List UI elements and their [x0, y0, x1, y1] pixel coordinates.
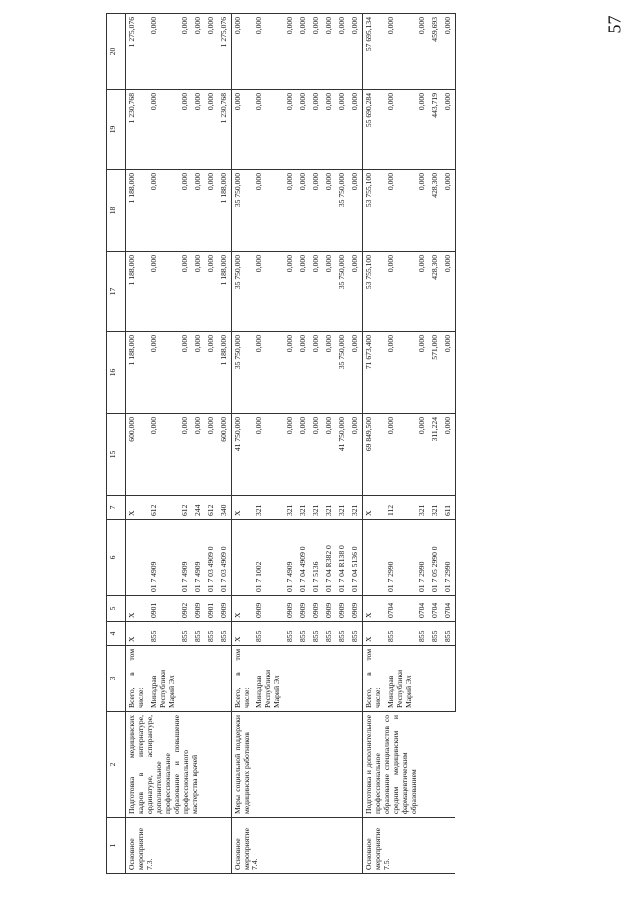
- executor: [429, 646, 442, 712]
- cell-c15: 600,000: [126, 414, 148, 496]
- cell-c6: [231, 520, 253, 596]
- table-row: [126, 14, 148, 874]
- cell-c4: 855: [442, 622, 455, 646]
- header-col-6: 6: [107, 520, 126, 596]
- cell-c17: 0,000: [323, 252, 336, 332]
- cell-c16: 0,000: [323, 332, 336, 414]
- cell-c20: 0,000: [284, 14, 297, 90]
- executor: Минздрав Республики Марий Эл: [385, 646, 416, 712]
- cell-c6: 01 7 04 R382 0: [323, 520, 336, 596]
- cell-c5: 0704: [385, 596, 416, 622]
- cell-c4: 855: [253, 622, 284, 646]
- cell-c20: 0,000: [148, 14, 179, 90]
- cell-c5: 0909: [297, 596, 310, 622]
- cell-c6: 01 7 2990: [416, 520, 429, 596]
- table-body: [126, 14, 456, 874]
- cell-c5: 0909: [310, 596, 323, 622]
- cell-c6: 01 7 4909: [192, 520, 205, 596]
- cell-c20: 0,000: [253, 14, 284, 90]
- cell-c18: 0,000: [179, 170, 192, 252]
- cell-c20: 0,000: [231, 14, 253, 90]
- cell-c19: 0,000: [179, 90, 192, 170]
- cell-c7: 112: [385, 496, 416, 520]
- cell-c19: 443,719: [429, 90, 442, 170]
- cell-c18: 0,000: [148, 170, 179, 252]
- executor: Всего, в том числе:: [231, 646, 253, 712]
- cell-c6: 01 7 04 4909 0: [297, 520, 310, 596]
- measure-number: Основное мероприятие 7.5.: [363, 818, 456, 874]
- cell-c17: 0,000: [192, 252, 205, 332]
- cell-c4: Х: [126, 622, 148, 646]
- cell-c18: 0,000: [442, 170, 455, 252]
- cell-c7: 611: [442, 496, 455, 520]
- cell-c18: 428,300: [429, 170, 442, 252]
- cell-c6: 01 7 2990: [442, 520, 455, 596]
- cell-c19: 0,000: [349, 90, 362, 170]
- cell-c15: 311,224: [429, 414, 442, 496]
- cell-c16: 1 188,000: [126, 332, 148, 414]
- cell-c20: 0,000: [323, 14, 336, 90]
- cell-c17: 0,000: [310, 252, 323, 332]
- cell-c17: 0,000: [385, 252, 416, 332]
- cell-c17: 0,000: [284, 252, 297, 332]
- cell-c6: 01 7 03 4909 0: [205, 520, 218, 596]
- cell-c20: 0,000: [310, 14, 323, 90]
- cell-c18: 1 188,000: [218, 170, 231, 252]
- cell-c4: 855: [336, 622, 349, 646]
- cell-c16: 71 673,400: [363, 332, 385, 414]
- cell-c16: 0,000: [253, 332, 284, 414]
- cell-c6: 01 7 4909: [148, 520, 179, 596]
- executor: [442, 646, 455, 712]
- cell-c20: 0,000: [385, 14, 416, 90]
- cell-c5: 0909: [336, 596, 349, 622]
- header-col-7: 7: [107, 496, 126, 520]
- cell-c7: 321: [429, 496, 442, 520]
- cell-c18: 0,000: [310, 170, 323, 252]
- cell-c4: 855: [205, 622, 218, 646]
- cell-c16: 0,000: [442, 332, 455, 414]
- cell-c5: 0704: [416, 596, 429, 622]
- cell-c16: 0,000: [349, 332, 362, 414]
- cell-c7: 321: [349, 496, 362, 520]
- cell-c18: 1 188,000: [126, 170, 148, 252]
- cell-c5: 0909: [192, 596, 205, 622]
- cell-c16: 35 750,000: [336, 332, 349, 414]
- cell-c4: 855: [349, 622, 362, 646]
- cell-c19: 0,000: [284, 90, 297, 170]
- cell-c18: 0,000: [323, 170, 336, 252]
- executor: Всего, в том числе:: [126, 646, 148, 712]
- cell-c7: Х: [363, 496, 385, 520]
- cell-c20: 0,000: [192, 14, 205, 90]
- cell-c16: 1 188,000: [218, 332, 231, 414]
- cell-c16: 35 750,000: [231, 332, 253, 414]
- cell-c7: Х: [231, 496, 253, 520]
- cell-c4: Х: [363, 622, 385, 646]
- cell-c18: 0,000: [416, 170, 429, 252]
- cell-c7: 612: [148, 496, 179, 520]
- cell-c17: 1 188,000: [218, 252, 231, 332]
- header-col-1: 1: [107, 818, 126, 874]
- cell-c19: 0,000: [310, 90, 323, 170]
- cell-c4: 855: [192, 622, 205, 646]
- cell-c18: 35 750,000: [336, 170, 349, 252]
- cell-c15: 0,000: [284, 414, 297, 496]
- cell-c20: 459,693: [429, 14, 442, 90]
- cell-c6: [126, 520, 148, 596]
- cell-c20: 0,000: [205, 14, 218, 90]
- cell-c17: 428,300: [429, 252, 442, 332]
- cell-c7: 321: [323, 496, 336, 520]
- measure-name: Подготовка и дополнительное профессиональное образование специалистов со средним медицинским и фармацевтическим образованием: [363, 712, 456, 818]
- cell-c6: 01 7 04 R138 0: [336, 520, 349, 596]
- cell-c20: 0,000: [416, 14, 429, 90]
- cell-c18: 0,000: [205, 170, 218, 252]
- table-row: [231, 14, 253, 874]
- budget-table: [106, 13, 456, 874]
- cell-c15: 0,000: [349, 414, 362, 496]
- cell-c7: 321: [253, 496, 284, 520]
- cell-c15: 0,000: [148, 414, 179, 496]
- executor: [297, 646, 310, 712]
- cell-c16: 0,000: [416, 332, 429, 414]
- cell-c15: 0,000: [385, 414, 416, 496]
- header-col-17: 17: [107, 252, 126, 332]
- cell-c20: 0,000: [349, 14, 362, 90]
- cell-c17: 0,000: [179, 252, 192, 332]
- measure-number: Основное мероприятие 7.4.: [231, 818, 362, 874]
- cell-c20: 0,000: [297, 14, 310, 90]
- cell-c17: 0,000: [297, 252, 310, 332]
- cell-c15: 0,000: [442, 414, 455, 496]
- executor: Минздрав Республики Марий Эл: [148, 646, 179, 712]
- cell-c19: 0,000: [148, 90, 179, 170]
- cell-c5: 0704: [442, 596, 455, 622]
- executor: Всего, в том числе:: [363, 646, 385, 712]
- cell-c6: 01 7 03 4909 0: [218, 520, 231, 596]
- cell-c19: 0,000: [416, 90, 429, 170]
- cell-c15: 0,000: [416, 414, 429, 496]
- cell-c4: Х: [231, 622, 253, 646]
- cell-c4: 855: [310, 622, 323, 646]
- cell-c5: Х: [231, 596, 253, 622]
- cell-c6: 01 7 1002: [253, 520, 284, 596]
- cell-c19: 0,000: [231, 90, 253, 170]
- cell-c20: 1 275,076: [218, 14, 231, 90]
- cell-c20: 0,000: [442, 14, 455, 90]
- cell-c15: 0,000: [179, 414, 192, 496]
- cell-c18: 0,000: [297, 170, 310, 252]
- cell-c4: 855: [218, 622, 231, 646]
- cell-c17: 0,000: [442, 252, 455, 332]
- cell-c18: 35 750,000: [231, 170, 253, 252]
- cell-c7: 321: [336, 496, 349, 520]
- cell-c20: 1 275,076: [126, 14, 148, 90]
- cell-c5: 0909: [218, 596, 231, 622]
- cell-c5: 0901: [148, 596, 179, 622]
- cell-c5: Х: [126, 596, 148, 622]
- executor: [205, 646, 218, 712]
- cell-c16: 0,000: [385, 332, 416, 414]
- cell-c5: 0909: [323, 596, 336, 622]
- header-col-3: 3: [107, 646, 126, 712]
- cell-c20: 57 695,134: [363, 14, 385, 90]
- executor: [323, 646, 336, 712]
- cell-c18: 0,000: [253, 170, 284, 252]
- cell-c7: 321: [310, 496, 323, 520]
- cell-c15: 0,000: [323, 414, 336, 496]
- cell-c19: 0,000: [192, 90, 205, 170]
- cell-c16: 571,000: [429, 332, 442, 414]
- header-col-15: 15: [107, 414, 126, 496]
- executor: [336, 646, 349, 712]
- rotated-table-container: [106, 14, 604, 874]
- cell-c19: 1 230,768: [126, 90, 148, 170]
- cell-c17: 0,000: [205, 252, 218, 332]
- cell-c17: 0,000: [253, 252, 284, 332]
- cell-c15: 41 750,000: [336, 414, 349, 496]
- cell-c4: 855: [179, 622, 192, 646]
- cell-c4: 855: [148, 622, 179, 646]
- executor: [179, 646, 192, 712]
- cell-c7: 321: [297, 496, 310, 520]
- measure-name: Подготовка медицинских кадров в интернатуре, ординатуре, аспирантуре, дополнительное профессиональное образование и повышение профессионального мастерства врачей: [126, 712, 232, 818]
- cell-c7: 321: [416, 496, 429, 520]
- cell-c7: 321: [284, 496, 297, 520]
- executor: [310, 646, 323, 712]
- cell-c7: 612: [179, 496, 192, 520]
- cell-c15: 0,000: [297, 414, 310, 496]
- cell-c15: 0,000: [310, 414, 323, 496]
- cell-c19: 1 230,768: [218, 90, 231, 170]
- cell-c4: 855: [284, 622, 297, 646]
- cell-c6: 01 7 04 5136 0: [349, 520, 362, 596]
- cell-c20: 0,000: [336, 14, 349, 90]
- cell-c19: 0,000: [336, 90, 349, 170]
- cell-c4: 855: [416, 622, 429, 646]
- cell-c7: Х: [126, 496, 148, 520]
- cell-c18: 0,000: [284, 170, 297, 252]
- cell-c6: 01 7 2990: [385, 520, 416, 596]
- cell-c16: 0,000: [205, 332, 218, 414]
- cell-c5: 0901: [205, 596, 218, 622]
- header-col-2: 2: [107, 712, 126, 818]
- header-col-16: 16: [107, 332, 126, 414]
- executor: Минздрав Республики Марий Эл: [253, 646, 284, 712]
- header-col-20: 20: [107, 14, 126, 90]
- cell-c17: 0,000: [148, 252, 179, 332]
- cell-c5: 0902: [179, 596, 192, 622]
- cell-c17: 35 750,000: [231, 252, 253, 332]
- cell-c4: 855: [385, 622, 416, 646]
- executor: [218, 646, 231, 712]
- cell-c15: 0,000: [192, 414, 205, 496]
- cell-c7: 612: [205, 496, 218, 520]
- cell-c17: 35 750,000: [336, 252, 349, 332]
- cell-c19: 0,000: [297, 90, 310, 170]
- cell-c15: 0,000: [205, 414, 218, 496]
- cell-c6: 01 7 4909: [179, 520, 192, 596]
- cell-c16: 0,000: [148, 332, 179, 414]
- cell-c5: 0909: [349, 596, 362, 622]
- cell-c17: 0,000: [349, 252, 362, 332]
- executor: [416, 646, 429, 712]
- cell-c4: 855: [297, 622, 310, 646]
- header-col-18: 18: [107, 170, 126, 252]
- header-col-5: 5: [107, 596, 126, 622]
- cell-c16: 0,000: [284, 332, 297, 414]
- cell-c6: [363, 520, 385, 596]
- cell-c15: 69 849,500: [363, 414, 385, 496]
- cell-c6: 01 7 4909: [284, 520, 297, 596]
- header-col-4: 4: [107, 622, 126, 646]
- cell-c19: 55 690,284: [363, 90, 385, 170]
- cell-c18: 0,000: [385, 170, 416, 252]
- cell-c5: Х: [363, 596, 385, 622]
- cell-c15: 41 750,000: [231, 414, 253, 496]
- cell-c17: 53 755,100: [363, 252, 385, 332]
- executor: [192, 646, 205, 712]
- page-number: 57: [604, 15, 625, 34]
- measure-number: Основное мероприятие 7.3.: [126, 818, 232, 874]
- cell-c15: 0,000: [253, 414, 284, 496]
- cell-c18: 53 755,100: [363, 170, 385, 252]
- cell-c6: 01 7 05 2990 0: [429, 520, 442, 596]
- cell-c4: 855: [429, 622, 442, 646]
- cell-c19: 0,000: [385, 90, 416, 170]
- cell-c16: 0,000: [310, 332, 323, 414]
- executor: [349, 646, 362, 712]
- cell-c7: 244: [192, 496, 205, 520]
- cell-c16: 0,000: [192, 332, 205, 414]
- cell-c7: 340: [218, 496, 231, 520]
- cell-c18: 0,000: [349, 170, 362, 252]
- executor: [284, 646, 297, 712]
- cell-c4: 855: [323, 622, 336, 646]
- table-header: [107, 14, 126, 874]
- cell-c16: 0,000: [297, 332, 310, 414]
- cell-c5: 0909: [284, 596, 297, 622]
- cell-c15: 600,000: [218, 414, 231, 496]
- cell-c19: 0,000: [442, 90, 455, 170]
- cell-c16: 0,000: [179, 332, 192, 414]
- measure-name: Меры социальной поддержки медицинских работников: [231, 712, 362, 818]
- table-row: [363, 14, 385, 874]
- cell-c6: 01 7 5136: [310, 520, 323, 596]
- cell-c17: 0,000: [416, 252, 429, 332]
- cell-c19: 0,000: [205, 90, 218, 170]
- cell-c20: 0,000: [179, 14, 192, 90]
- header-col-19: 19: [107, 90, 126, 170]
- cell-c5: 0704: [429, 596, 442, 622]
- cell-c19: 0,000: [323, 90, 336, 170]
- cell-c5: 0909: [253, 596, 284, 622]
- cell-c18: 0,000: [192, 170, 205, 252]
- cell-c17: 1 188,000: [126, 252, 148, 332]
- cell-c19: 0,000: [253, 90, 284, 170]
